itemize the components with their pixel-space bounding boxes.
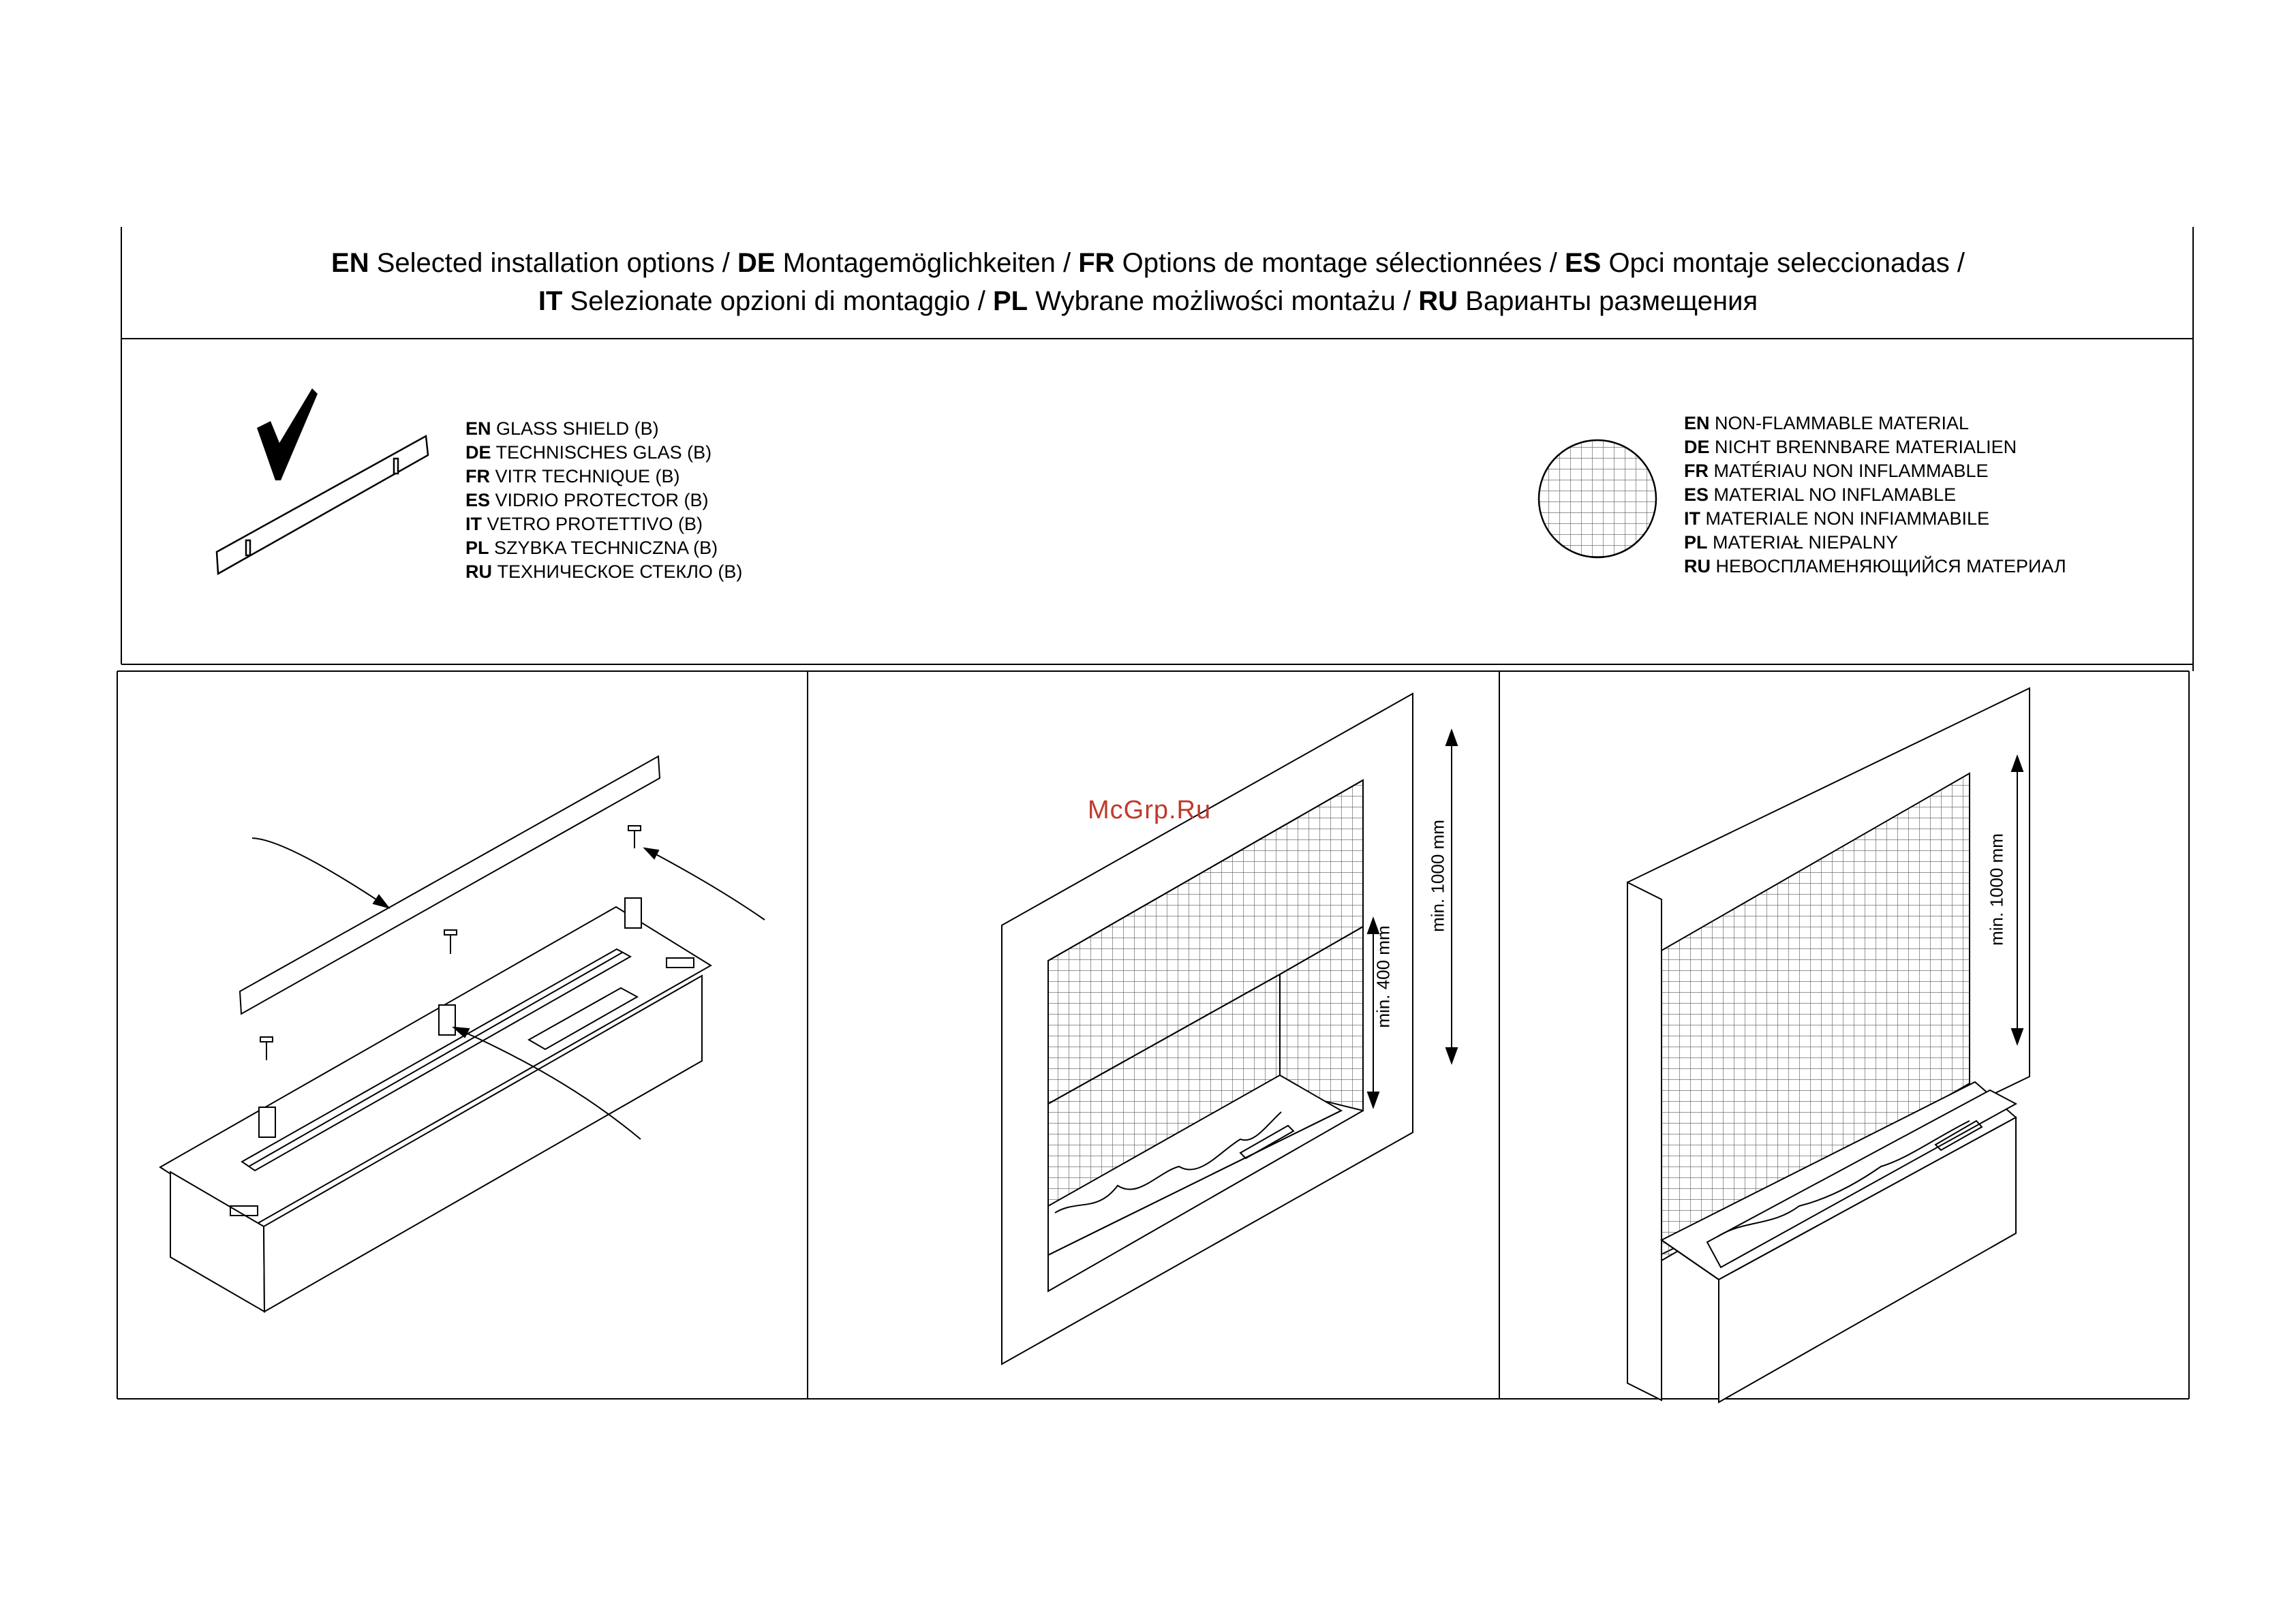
- legend-row: DE NICHT BRENNBARE MATERIALIEN: [1684, 437, 2017, 457]
- watermark: McGrp.Ru: [1088, 796, 1212, 824]
- lang-code: PL: [992, 286, 1028, 316]
- legend-row: DE TECHNISCHES GLAS (B): [465, 442, 712, 463]
- legend-row: ES VIDRIO PROTECTOR (B): [465, 490, 709, 510]
- lang-code: RU: [1418, 286, 1458, 316]
- non-flammable-material-icon: [1533, 436, 1663, 566]
- title-text: Opci montaje seleccionadas /: [1601, 248, 1965, 278]
- checkmark-icon: [257, 388, 318, 480]
- title-text: Options de montage sélectionnées /: [1114, 248, 1565, 278]
- legend-non-flammable-material: [1684, 412, 2066, 578]
- lang-code: IT: [538, 286, 563, 316]
- lang-code: EN: [331, 248, 369, 278]
- legend-row: FR MATÉRIAU NON INFLAMMABLE: [1684, 461, 1989, 481]
- legend-row: RU ТЕХНИЧЕСКОЕ СТЕКЛО (B): [465, 561, 743, 582]
- dimension-min-1000-right: min. 1000 mm: [1986, 833, 2007, 946]
- legend-row: EN NON-FLAMMABLE MATERIAL: [1684, 413, 1970, 433]
- legend-row: RU НЕВОСПЛАМЕНЯЮЩИЙСЯ МАТЕРИАЛ: [1684, 556, 2066, 576]
- legend-row: PL SZYBKA TECHNICZNA (B): [465, 538, 718, 558]
- title-text: Wybrane możliwości montażu /: [1028, 286, 1419, 316]
- title-text: Montagemöglichkeiten /: [775, 248, 1079, 278]
- legend-row: IT VETRO PROTETTIVO (B): [465, 514, 703, 534]
- lang-code: ES: [1564, 248, 1602, 278]
- corner-installation-view: [1627, 688, 2030, 1402]
- lang-code: FR: [1078, 248, 1115, 278]
- title-text: Selected installation options /: [369, 248, 737, 278]
- legend-row: FR VITR TECHNIQUE (B): [465, 466, 680, 486]
- header-frame: [121, 227, 2193, 339]
- dimension-min-1000-center: min. 1000 mm: [1427, 820, 1448, 932]
- page-title-line-1: [0, 247, 2296, 279]
- legend-glass-shield: [465, 417, 742, 584]
- title-text: Варианты размещения: [1458, 286, 1758, 316]
- title-text: Selezionate opzioni di montaggio /: [562, 286, 993, 316]
- page-title-line-2: [0, 285, 2296, 318]
- glass-shield-icon: [217, 436, 428, 574]
- lang-code: DE: [737, 248, 776, 278]
- legend-row: ES MATERIAL NO INFLAMABLE: [1684, 484, 1957, 505]
- burner-exploded-view: [160, 756, 765, 1312]
- dimension-min-400: min. 400 mm: [1373, 925, 1394, 1028]
- legend-row: EN GLASS SHIELD (B): [465, 418, 659, 439]
- legend-row: IT MATERIALE NON INFIAMMABILE: [1684, 508, 1990, 529]
- legend-row: PL MATERIAŁ NIEPALNY: [1684, 532, 1899, 553]
